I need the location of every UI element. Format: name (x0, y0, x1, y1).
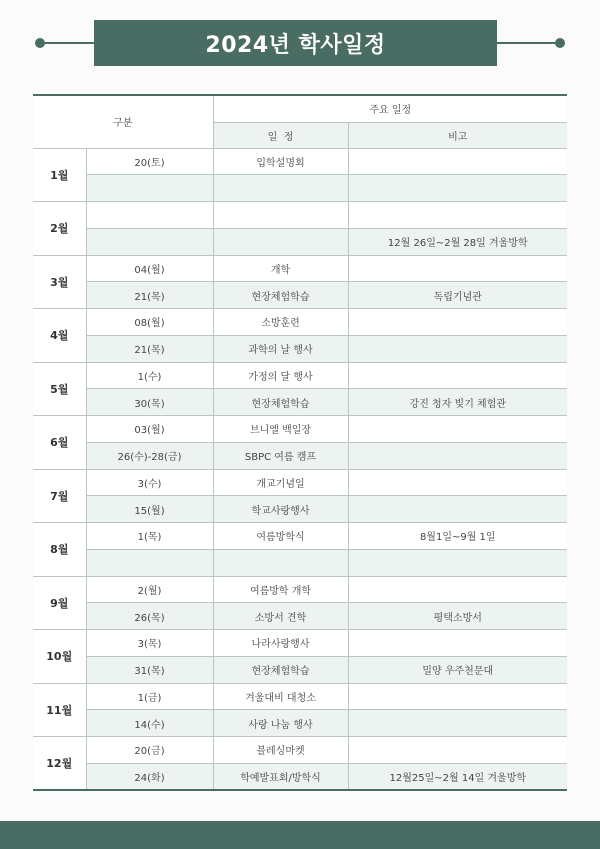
date-cell: 3(목) (86, 630, 213, 657)
date-cell: 24(화) (86, 763, 213, 790)
month-cell: 7월 (33, 469, 86, 523)
note-cell: 독립기념관 (348, 282, 567, 309)
date-cell: 31(목) (86, 656, 213, 683)
event-cell: 학예발표회/방학식 (213, 763, 348, 790)
note-cell: 밀양 우주천문대 (348, 656, 567, 683)
note-cell (348, 255, 567, 282)
table-row (33, 442, 567, 469)
note-cell (348, 335, 567, 362)
event-cell: 입학설명회 (213, 148, 348, 175)
date-cell: 04(월) (86, 255, 213, 282)
note-cell: 8월1일~9월 1일 (348, 523, 567, 550)
note-cell (348, 442, 567, 469)
month-cell: 11월 (33, 683, 86, 737)
event-cell: 브니엘 백일장 (213, 416, 348, 443)
event-cell: 소방서 견학 (213, 603, 348, 630)
event-cell: 개학 (213, 255, 348, 282)
table-row (33, 576, 567, 603)
note-cell: 12월 26일~2월 28일 겨울방학 (348, 228, 567, 255)
table-row (33, 309, 567, 336)
note-cell (348, 683, 567, 710)
table-row (33, 469, 567, 496)
table-row (33, 683, 567, 710)
table-row (33, 335, 567, 362)
table-row (33, 228, 567, 255)
header-note: 비고 (348, 122, 567, 148)
table-row (33, 710, 567, 737)
date-cell: 1(수) (86, 362, 213, 389)
table-row (33, 255, 567, 282)
date-cell: 14(수) (86, 710, 213, 737)
note-cell (348, 469, 567, 496)
table-row (33, 523, 567, 550)
month-cell: 9월 (33, 576, 86, 630)
note-cell: 강진 청자 빚기 체험관 (348, 389, 567, 416)
event-cell: 과학의 날 행사 (213, 335, 348, 362)
note-cell (348, 710, 567, 737)
event-cell: 소방훈련 (213, 309, 348, 336)
table-row (33, 496, 567, 523)
table-row (33, 603, 567, 630)
note-cell (348, 496, 567, 523)
month-cell: 12월 (33, 737, 86, 791)
table-row (33, 656, 567, 683)
month-cell: 6월 (33, 416, 86, 470)
note-cell: 12월25일~2월 14일 겨울방학 (348, 763, 567, 790)
date-cell: 08(월) (86, 309, 213, 336)
note-cell (348, 416, 567, 443)
header-schedule: 일 정 (213, 122, 348, 148)
banner-dot-left (35, 38, 45, 48)
event-cell: 여름방학 개학 (213, 576, 348, 603)
date-cell: 26(수)-28(금) (86, 442, 213, 469)
date-cell (86, 175, 213, 202)
event-cell (213, 202, 348, 229)
date-cell: 26(목) (86, 603, 213, 630)
date-cell (86, 228, 213, 255)
month-cell: 10월 (33, 630, 86, 684)
table-row (33, 202, 567, 229)
month-cell: 1월 (33, 148, 86, 202)
date-cell: 3(수) (86, 469, 213, 496)
event-cell: 현장체험학습 (213, 656, 348, 683)
event-cell: 학교사랑행사 (213, 496, 348, 523)
event-cell: 사랑 나눔 행사 (213, 710, 348, 737)
banner-dot-right (555, 38, 565, 48)
table-row (33, 175, 567, 202)
table-row (33, 362, 567, 389)
month-cell: 3월 (33, 255, 86, 309)
note-cell (348, 576, 567, 603)
header-category: 구분 (33, 95, 213, 148)
event-cell: 나라사랑행사 (213, 630, 348, 657)
event-cell: 겨울대비 대청소 (213, 683, 348, 710)
event-cell: 블레싱마켓 (213, 737, 348, 764)
date-cell: 1(금) (86, 683, 213, 710)
footer-bar (0, 821, 600, 849)
table-row (33, 416, 567, 443)
event-cell (213, 175, 348, 202)
event-cell (213, 549, 348, 576)
note-cell: 평택소방서 (348, 603, 567, 630)
date-cell: 15(월) (86, 496, 213, 523)
table-row (33, 763, 567, 790)
table-row (33, 630, 567, 657)
table-row (33, 737, 567, 764)
schedule-body (33, 148, 567, 790)
date-cell: 03(월) (86, 416, 213, 443)
month-cell: 2월 (33, 202, 86, 256)
event-cell: 여름방학식 (213, 523, 348, 550)
date-cell: 20(금) (86, 737, 213, 764)
note-cell (348, 309, 567, 336)
banner-line-right (497, 42, 560, 44)
date-cell: 1(목) (86, 523, 213, 550)
table-row (33, 389, 567, 416)
note-cell (348, 202, 567, 229)
date-cell: 21(목) (86, 335, 213, 362)
month-cell: 8월 (33, 523, 86, 577)
page-title: 2024년 학사일정 (94, 20, 497, 66)
banner-line-left (40, 42, 94, 44)
date-cell: 20(토) (86, 148, 213, 175)
date-cell: 30(목) (86, 389, 213, 416)
table-row (33, 549, 567, 576)
schedule-table (33, 94, 567, 791)
event-cell: 가정의 달 행사 (213, 362, 348, 389)
header-main-schedule: 주요 일정 (213, 95, 567, 122)
event-cell: 개교기념일 (213, 469, 348, 496)
event-cell: SBPC 여름 캠프 (213, 442, 348, 469)
month-cell: 5월 (33, 362, 86, 416)
date-cell: 2(월) (86, 576, 213, 603)
note-cell (348, 362, 567, 389)
event-cell: 현장체험학습 (213, 282, 348, 309)
note-cell (348, 549, 567, 576)
note-cell (348, 175, 567, 202)
table-row (33, 148, 567, 175)
note-cell (348, 630, 567, 657)
event-cell: 현장체험학습 (213, 389, 348, 416)
note-cell (348, 737, 567, 764)
note-cell (348, 148, 567, 175)
date-cell (86, 549, 213, 576)
date-cell (86, 202, 213, 229)
month-cell: 4월 (33, 309, 86, 363)
table-row (33, 282, 567, 309)
event-cell (213, 228, 348, 255)
date-cell: 21(목) (86, 282, 213, 309)
